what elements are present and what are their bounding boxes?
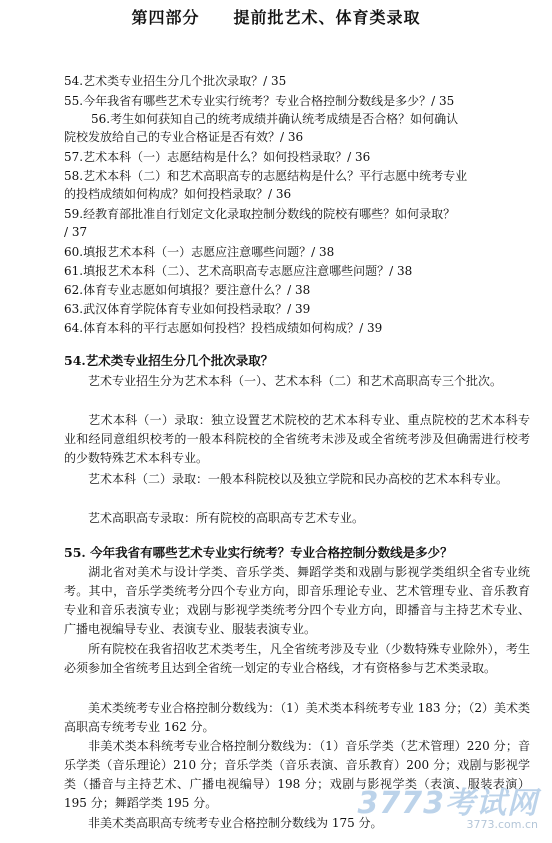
toc-item[interactable]: 61.填报艺术本科（二）、艺术高职高专志愿应注意哪些问题？/ 38: [64, 264, 413, 278]
part-label: 第四部分: [131, 7, 200, 27]
watermark: [358, 778, 539, 831]
paragraph: 所有院校在我省招收艺术类考生，凡全省统考涉及专业（少数特殊专业除外），考生必须参加全省统考且达到全省统一划定的专业合格线，才有资格参与艺术类录取。: [64, 642, 530, 675]
paragraph: 美术类统考专业合格控制分数线为：（1）美术类本科统考专业 183 分；（2）美术类高职高专统考专业 162 分。: [64, 701, 530, 734]
watermark-logo: 3773考试网: [357, 786, 538, 821]
toc-item[interactable]: 59.经教育部批准自行划定文化录取控制分数线的院校有哪些？如何录取？: [64, 207, 456, 221]
section-heading-54: 54.艺术类专业招生分几个批次录取？: [64, 353, 274, 368]
toc-item[interactable]: 62.体育专业志愿如何填报？要注意什么？/ 38: [64, 283, 311, 297]
paragraph: 非美术类本科统考专业合格控制分数线为：（1）音乐学类（艺术管理）220 分；音乐学类（音乐理论）210 分；音乐学类（音乐表演、音乐教育）200 分；戏剧与影视学类（播音与主持艺术、广播电视编导）198 分；戏剧与影视学类（表演、服装表演）195 分；舞蹈学类 195 分。: [64, 739, 530, 810]
paragraph: 艺术高职高专录取：所有院校的高职高专艺术专业。: [88, 511, 365, 525]
toc-item[interactable]: 60.填报艺术本科（一）志愿应注意哪些问题？/ 38: [64, 245, 335, 259]
toc-item[interactable]: 56.考生如何获知自己的统考成绩并确认统考成绩是否合格？如何确认: [91, 112, 459, 126]
toc-item[interactable]: 55.今年我省有哪些艺术专业实行统考？专业合格控制分数线是多少？/ 35: [64, 94, 455, 108]
toc-item[interactable]: / 37: [64, 225, 88, 239]
page-header: [0, 2, 552, 30]
paragraph: 艺术专业招生分为艺术本科（一）、艺术本科（二）和艺术高职高专三个批次。: [88, 374, 503, 388]
toc-item[interactable]: 的投档成绩如何构成？如何投档录取？/ 36: [64, 187, 292, 201]
section-heading-55: 55. 今年我省有哪些艺术专业实行统考？专业合格控制分数线是多少？: [64, 545, 453, 560]
toc-item[interactable]: 57.艺术本科（一）志愿结构是什么？如何投档录取？/ 36: [64, 150, 371, 164]
paragraph: 湖北省对美术与设计学类、音乐学类、舞蹈学类和戏剧与影视学类组织全省专业统考。其中，音乐学类统考分四个专业方向，即音乐理论专业、艺术管理专业、音乐教育专业和音乐表演专业；戏剧与影视学类统考分四个专业方向，即播音与主持艺术专业、广播电视编导专业、表演专业、服装表演专业。: [64, 565, 530, 636]
paragraph: 艺术本科（二）录取：一般本科院校以及独立学院和民办高校的艺术本科专业。: [88, 472, 509, 486]
toc-item[interactable]: 54.艺术类专业招生分几个批次录取？/ 35: [64, 74, 287, 88]
paragraph: 非美术类高职高专统考专业合格控制分数线为 175 分。: [88, 816, 383, 830]
watermark-url: 3773.com.cn: [466, 818, 538, 831]
toc-item[interactable]: 院校发放给自己的专业合格证是否有效？/ 36: [64, 130, 304, 144]
toc-item[interactable]: 63.武汉体育学院体育专业如何投档录取？/ 39: [64, 302, 311, 316]
toc-item[interactable]: 64.体育本科的平行志愿如何投档？投档成绩如何构成？/ 39: [64, 321, 383, 335]
paragraph: 艺术本科（一）录取：独立设置艺术院校的艺术本科专业、重点院校的艺术本科专业和经同意组织校考的一般本科院校的全省统考未涉及或全省统考涉及但确需进行校考的少数特殊艺术本科专业。: [64, 413, 530, 465]
toc-item[interactable]: 58.艺术本科（二）和艺术高职高专的志愿结构是什么？平行志愿中统考专业: [64, 169, 468, 183]
page-title: 提前批艺术、体育类录取: [233, 7, 421, 27]
